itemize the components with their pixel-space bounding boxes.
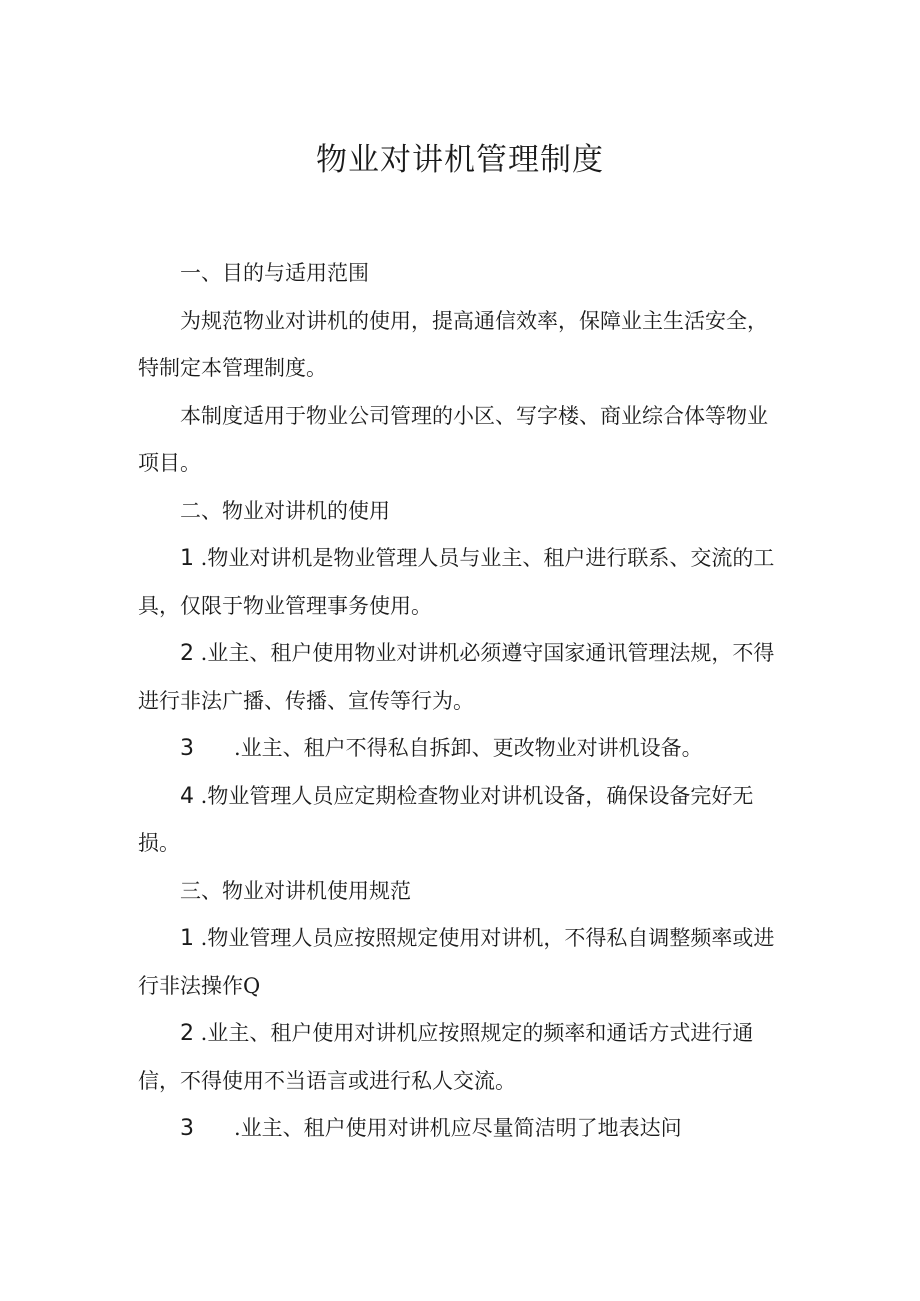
document-title: 物业对讲机管理制度 <box>316 142 604 178</box>
list-item <box>138 915 788 1010</box>
list-item <box>138 1010 788 1105</box>
item-text: 业主、租户不得私自拆卸、更改物业对讲机设备。 <box>240 736 703 760</box>
item-separator: . <box>234 736 241 760</box>
item-number: 1 <box>180 926 194 951</box>
list-item <box>138 725 788 773</box>
item-text: 业主、租户使用对讲机应按照规定的频率和通话方式进行通信，不得使用不当语言或进行私人交流。 <box>138 1021 754 1093</box>
document-body <box>138 250 788 1153</box>
item-number: 3 <box>180 736 194 761</box>
section-heading: 一、目的与适用范围 <box>180 261 369 285</box>
paragraph: 本制度适用于物业公司管理的小区、写字楼、商业综合体等物业项目。 <box>138 403 768 475</box>
item-text: 业主、租户使用对讲机应尽量简洁明了地表达问 <box>240 1116 682 1140</box>
item-number: 3 <box>180 1116 194 1141</box>
list-item <box>138 630 788 725</box>
item-number: 2 <box>180 641 194 666</box>
paragraph: 为规范物业对讲机的使用，提高通信效率，保障业主生活安全，特制定本管理制度。 <box>138 308 768 380</box>
list-item <box>138 535 788 630</box>
item-text: 业主、租户使用物业对讲机必须遵守国家通讯管理法规，不得进行非法广播、传播、宣传等行为。 <box>138 641 775 713</box>
item-separator: . <box>194 641 208 665</box>
list-item <box>138 773 788 868</box>
list-item <box>138 1105 788 1153</box>
item-separator: . <box>194 926 208 950</box>
item-separator: . <box>194 783 208 808</box>
item-text: 物业管理人员应定期检查物业对讲机设备，确保设备完好无损。 <box>138 783 754 855</box>
item-separator: . <box>234 1116 241 1140</box>
section-heading: 三、物业对讲机使用规范 <box>180 878 411 903</box>
item-number: 4 <box>180 783 194 809</box>
item-text: 物业管理人员应按照规定使用对讲机，不得私自调整频率或进行非法操作Q <box>138 926 775 998</box>
section-heading: 二、物业对讲机的使用 <box>180 498 390 523</box>
item-text: 物业对讲机是物业管理人员与业主、租户进行联系、交流的工具，仅限于物业管理事务使用。 <box>138 546 775 618</box>
item-separator: . <box>194 1021 208 1045</box>
item-number: 2 <box>180 1021 194 1046</box>
item-number: 1 <box>180 546 194 571</box>
item-separator: . <box>194 546 208 570</box>
